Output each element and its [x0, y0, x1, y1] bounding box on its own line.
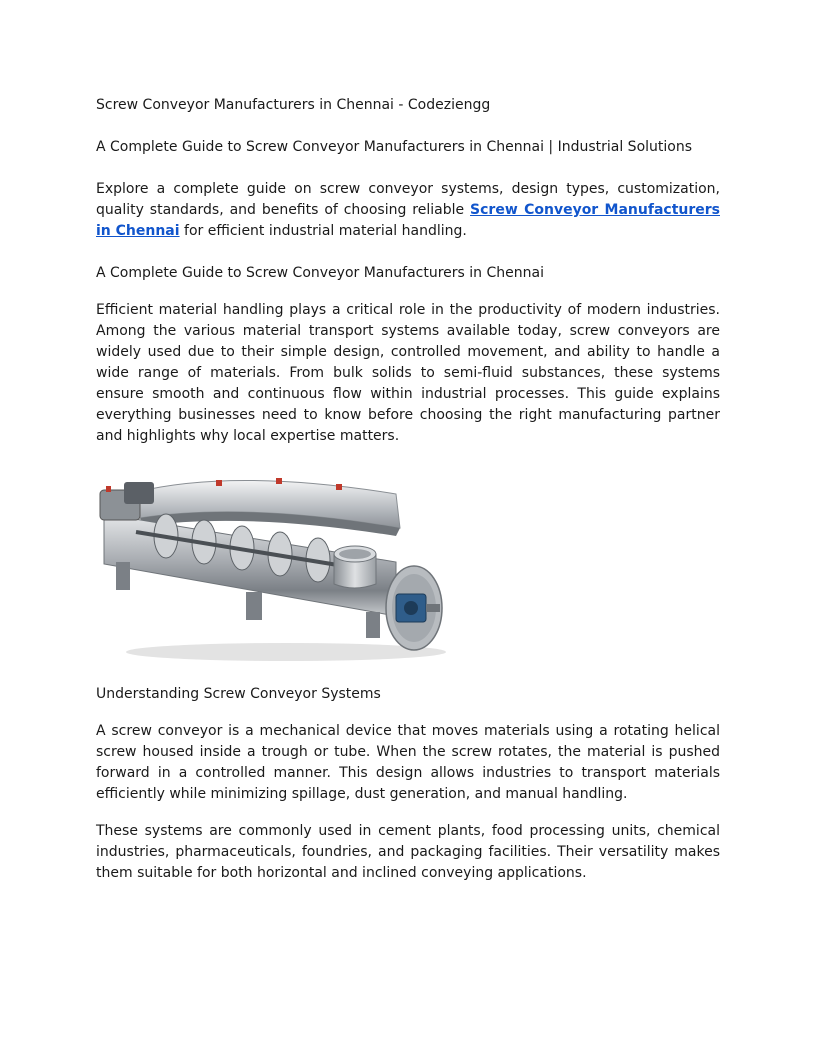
screw-conveyor-photo-icon: [96, 466, 452, 664]
intro-text-after: for efficient industrial material handling.: [179, 223, 467, 239]
intro-text-before: Explore a complete guide on screw conveyor systems, design types, customization, quality standards, and benefits of choosing reliable: [96, 181, 720, 218]
section1-body: Efficient material handling plays a critical role in the productivity of modern industries. Among the various material transport systems available today, screw conveyors are widely used due to their simple design, controlled movement, and ability to handle a wide range of materials. From bulk solids to semi-fluid substances, these systems ensure smooth and continuous flow within industrial processes. This guide explains everything businesses need to know before choosing the right manufacturing partner and highlights why local expertise matters.: [96, 302, 720, 444]
intro-paragraph: [96, 179, 720, 242]
section2-paragraph-1: A screw conveyor is a mechanical device that moves materials using a rotating helical screw housed inside a trough or tube. When the screw rotates, the material is pushed forward in a controlled manner. This design allows industries to transport materials efficiently while minimizing spillage, dust generation, and manual handling.: [96, 723, 720, 802]
manufacturers-link[interactable]: Screw Conveyor Manufacturers in Chennai: [96, 202, 720, 239]
document-subtitle: A Complete Guide to Screw Conveyor Manufacturers in Chennai | Industrial Solutions: [96, 139, 693, 155]
section2-paragraph-2: These systems are commonly used in cement plants, food processing units, chemical industries, pharmaceuticals, foundries, and packaging facilities. Their versatility makes them suitable for both horizontal and inclined conveying applications.: [96, 823, 720, 881]
document-title: Screw Conveyor Manufacturers in Chennai - Codeziengg: [96, 97, 491, 113]
section1-heading: A Complete Guide to Screw Conveyor Manufacturers in Chennai: [96, 265, 544, 281]
screw-conveyor-image: [96, 466, 452, 664]
section2-heading: Understanding Screw Conveyor Systems: [96, 686, 381, 702]
